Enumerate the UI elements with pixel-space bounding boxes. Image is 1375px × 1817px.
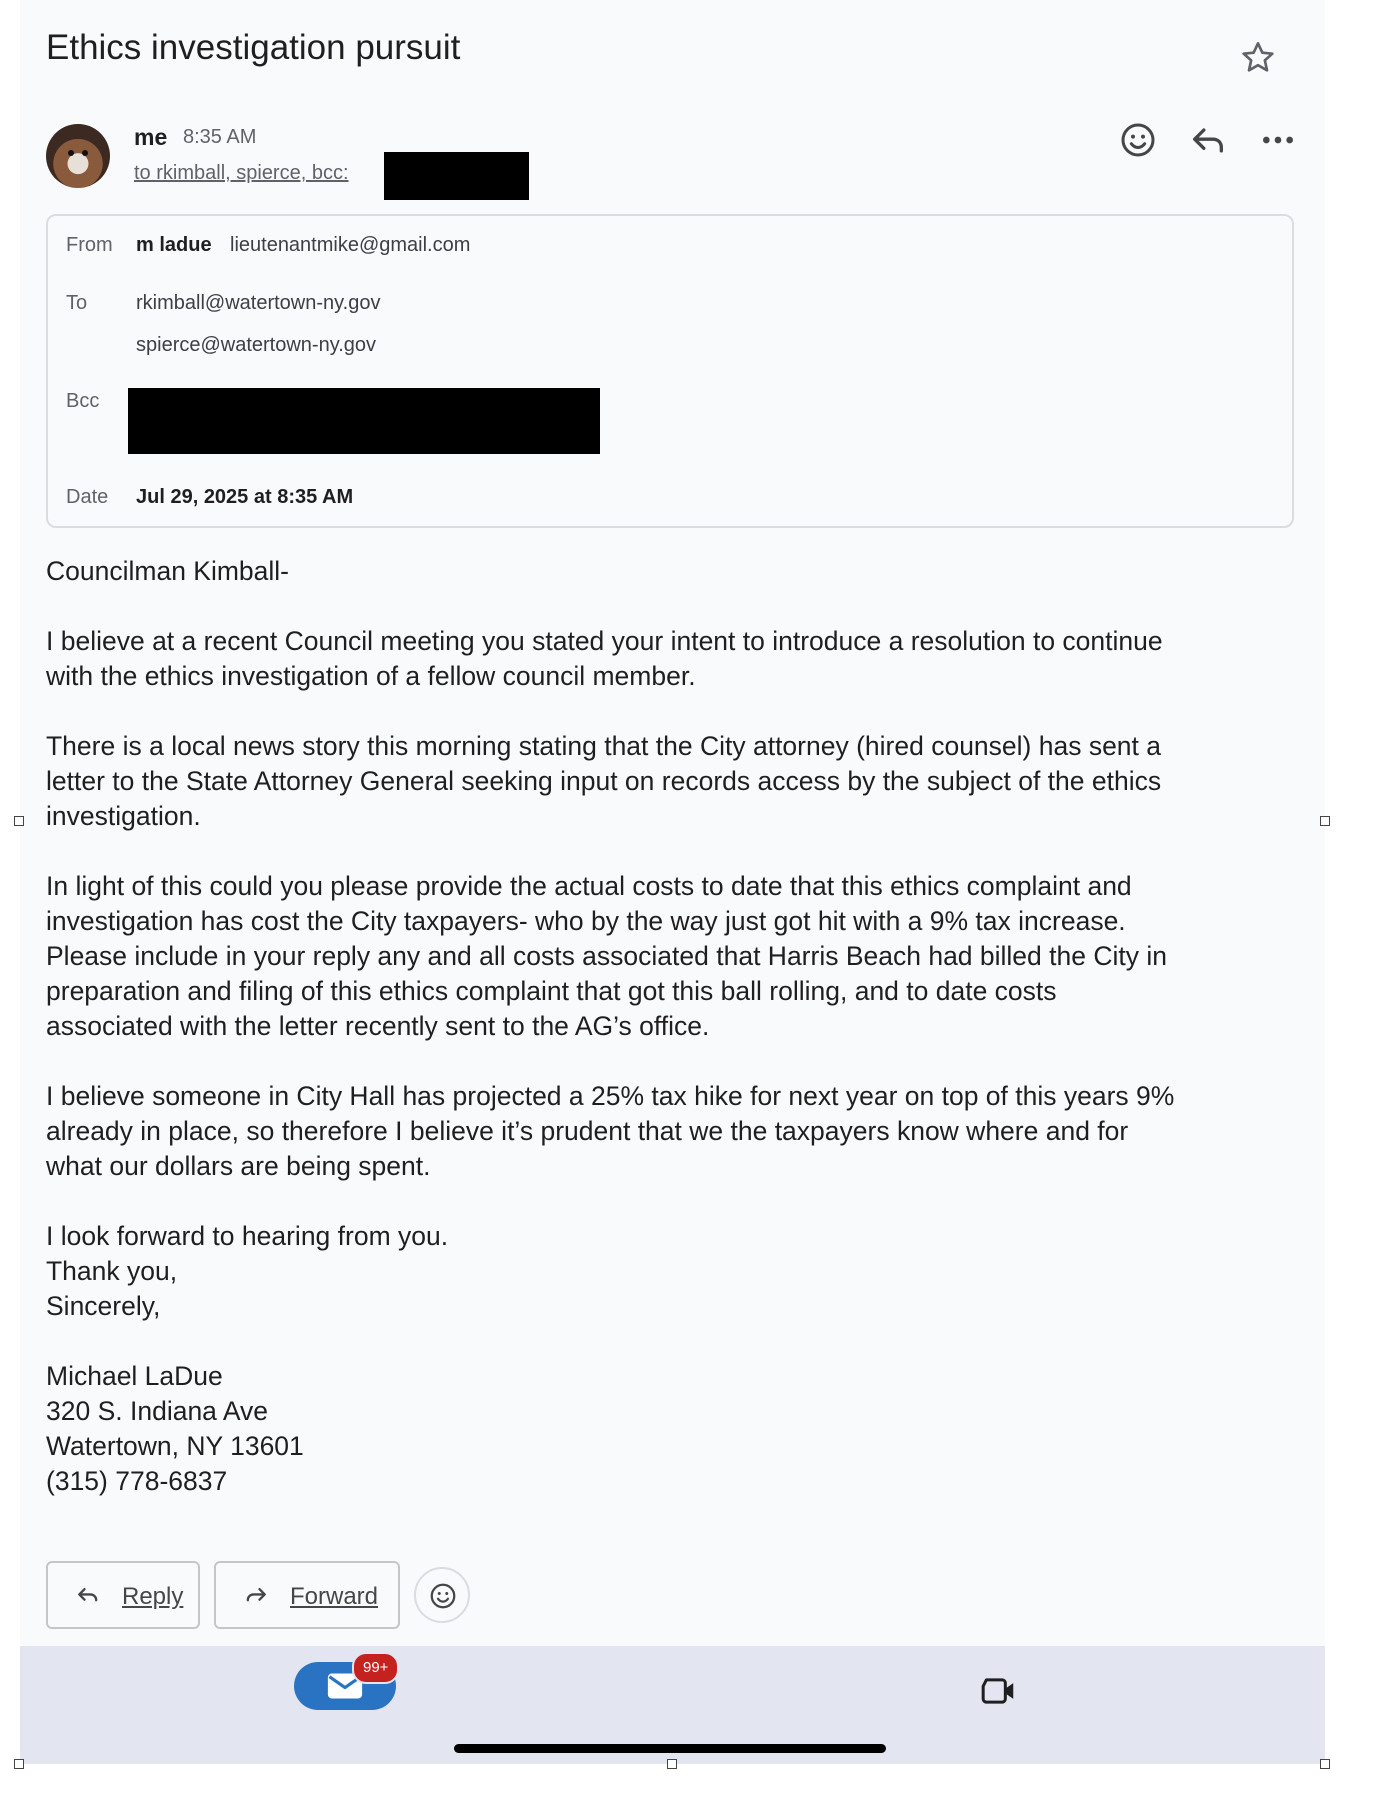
recipients-summary[interactable]: to rkimball, spierce, bcc: <box>134 162 349 184</box>
bottom-navigation <box>20 1646 1325 1764</box>
video-call-icon[interactable] <box>980 1676 1018 1706</box>
date-value: Jul 29, 2025 at 8:35 AM <box>136 486 354 508</box>
selection-handle[interactable] <box>14 1759 24 1769</box>
greeting: Councilman Kimball- <box>46 556 290 586</box>
add-reaction-button[interactable] <box>414 1567 470 1623</box>
redaction-block <box>384 152 529 200</box>
star-icon[interactable] <box>1238 38 1278 78</box>
selection-handle[interactable] <box>667 1759 677 1769</box>
unread-count-badge: 99+ <box>352 1652 399 1684</box>
to-address-2[interactable]: spierce@watertown-ny.gov <box>136 334 377 356</box>
forward-icon <box>242 1581 270 1609</box>
selection-handle[interactable] <box>14 816 24 826</box>
forward-label: Forward <box>290 1583 379 1610</box>
body-paragraph-4: I believe someone in City Hall has projected a 25% tax hike for next year on top of this years 9% already in place, so therefore I believe it’s prudent that we the taxpayers know where and for what our dollars are being spent. <box>46 1081 1175 1181</box>
forward-button[interactable] <box>214 1561 400 1629</box>
to-address-1[interactable]: rkimball@watertown-ny.gov <box>136 292 381 314</box>
reply-icon[interactable] <box>1188 120 1228 160</box>
body-paragraph-3: In light of this could you please provide the actual costs to date that this ethics complaint and investigation has cost the City taxpayers- who by the way just got hit with a 9% tax increase. Please include in your reply any and all costs associated that Harris Beach had billed the City in preparation and filing of this ethics complaint that got this ball rolling, and to date costs associated with the letter recently sent to the AG’s office. <box>46 871 1167 1041</box>
to-label: To <box>66 292 88 314</box>
avatar[interactable] <box>46 124 110 188</box>
from-email[interactable]: lieutenantmike@gmail.com <box>230 234 471 256</box>
bcc-redaction-block <box>128 388 600 454</box>
closing: I look forward to hearing from you. Thank you, Sincerely, <box>46 1221 449 1321</box>
sender-time: 8:35 AM <box>183 126 257 148</box>
reply-icon <box>74 1581 102 1609</box>
emoji-icon <box>428 1581 458 1611</box>
email-subject: Ethics investigation pursuit <box>46 28 461 67</box>
message-details-card <box>46 214 1294 528</box>
body-paragraph-1: I believe at a recent Council meeting you stated your intent to introduce a resolution to continue with the ethics investigation of a fellow council member. <box>46 626 1163 691</box>
selection-handle[interactable] <box>1320 1759 1330 1769</box>
from-label: From <box>66 234 113 256</box>
emoji-reaction-icon[interactable] <box>1118 120 1158 160</box>
reply-button[interactable] <box>46 1561 200 1629</box>
from-name: m ladue <box>136 234 212 256</box>
selection-handle[interactable] <box>1320 816 1330 826</box>
bcc-label: Bcc <box>66 390 100 412</box>
email-body <box>46 554 1296 1534</box>
home-indicator[interactable] <box>454 1744 886 1753</box>
sender-name: me <box>134 124 168 150</box>
more-options-icon[interactable] <box>1258 120 1298 160</box>
reply-label: Reply <box>122 1583 184 1610</box>
date-label: Date <box>66 486 109 508</box>
signature: Michael LaDue 320 S. Indiana Ave Watertown, NY 13601 (315) 778-6837 <box>46 1361 304 1496</box>
body-paragraph-2: There is a local news story this morning stating that the City attorney (hired counsel) has sent a letter to the State Attorney General seeking input on records access by the subject of the ethics investigation. <box>46 731 1162 831</box>
